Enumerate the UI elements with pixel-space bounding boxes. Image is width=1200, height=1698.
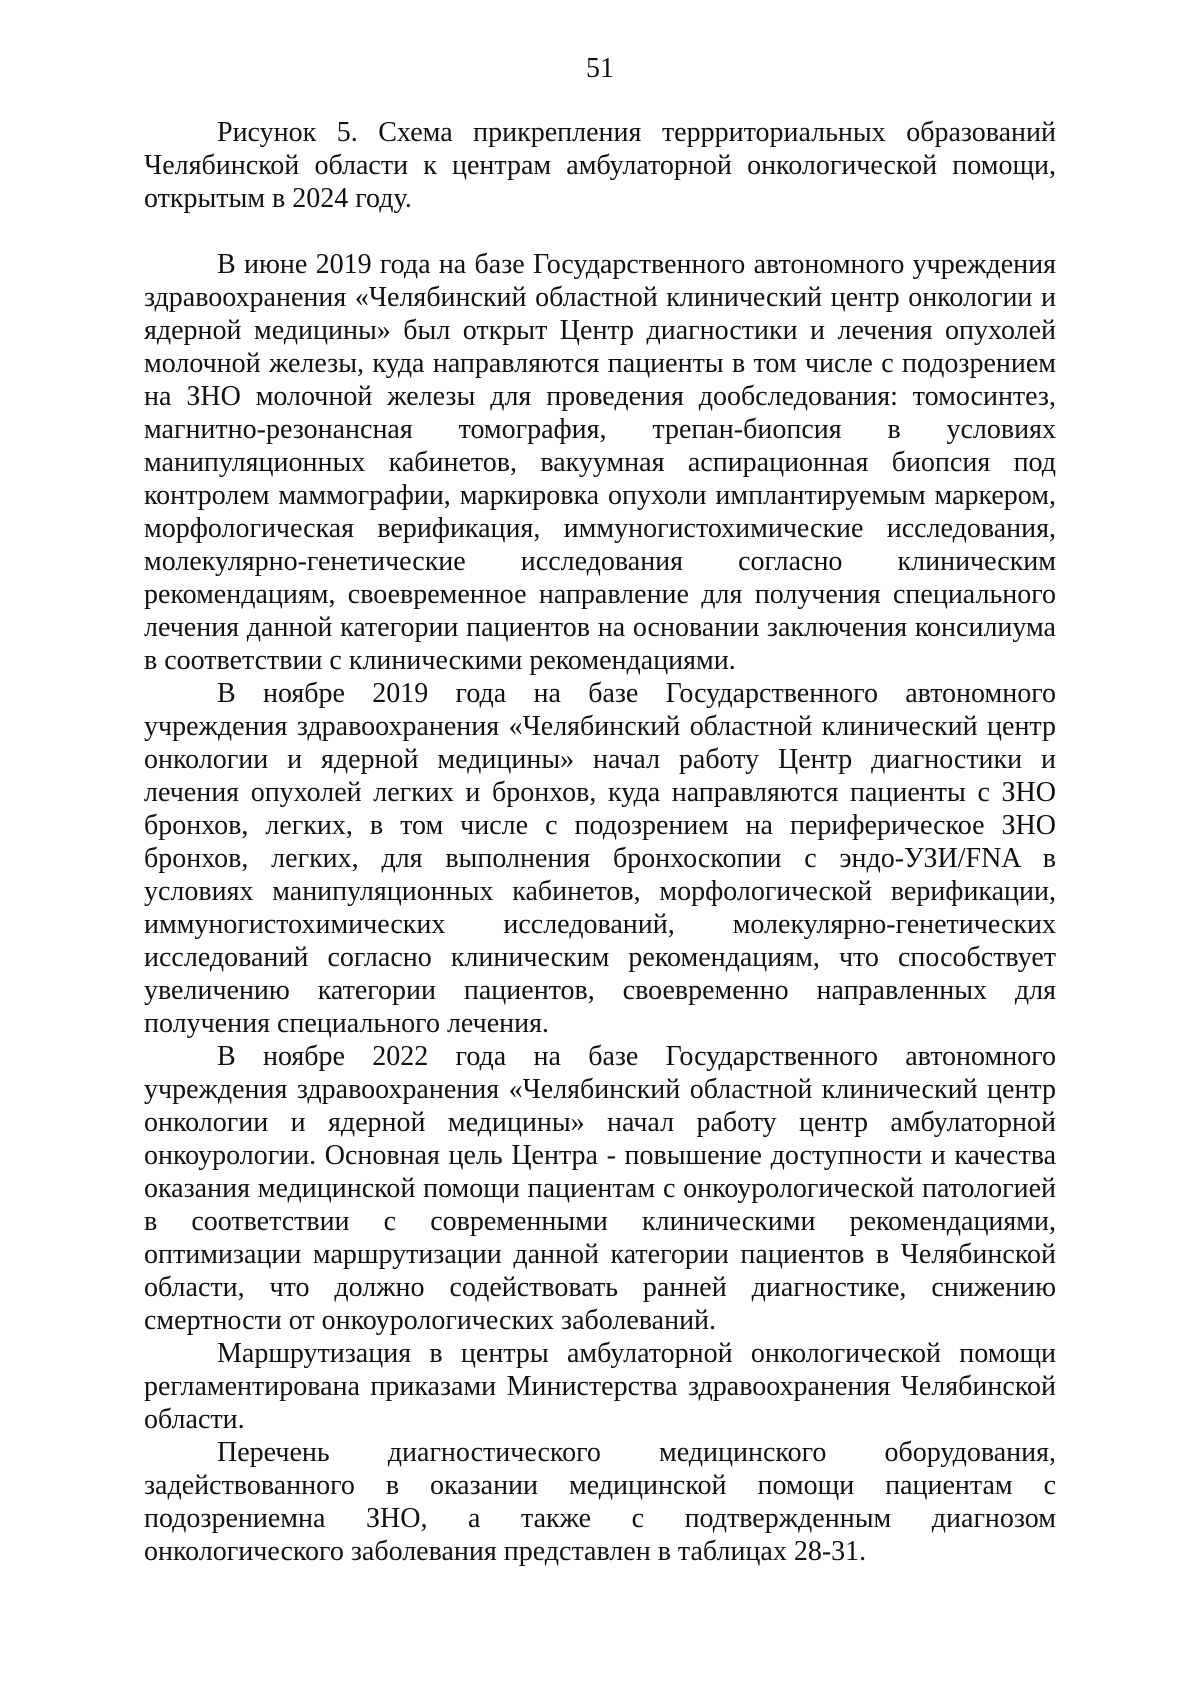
figure-caption: Рисунок 5. Схема прикрепления террриториальных образований Челябинской области к центрам амбулаторной онкологической помощи, открытым в 2024 году. <box>144 117 1056 214</box>
paragraph-routing: Маршрутизация в центры амбулаторной онкологической помощи регламентирована приказами Министерства здравоохранения Челябинской области. <box>144 1338 1056 1435</box>
paragraph-breast-center: В июне 2019 года на базе Государственного автономного учреждения здравоохранения «Челябинский областной клинический центр онкологии и ядерной медицины» был открыт Центр диагностики и лечения опухолей молочной железы, куда направляются пациенты в том числе с подозрением на ЗНО молочной железы для проведения дообследования: томосинтез, магнитно-резонансная томография, трепан-биопсия в условиях манипуляционных кабинетов, вакуумная аспирационная биопсия под контролем маммографии, маркировка опухоли имплантируемым маркером, морфологическая верификация, иммуногистохимические исследования, молекулярно-генетические исследования согласно клиническим рекомендациям, своевременное направление для получения специального лечения данной категории пациентов на основании заключения консилиума в соответствии с клиническими рекомендациями. <box>144 249 1056 676</box>
paragraph-equipment-list: Перечень диагностического медицинского оборудования, задействованного в оказании медицинской помощи пациентам с подозрениемна ЗНО, а также с подтвержденным диагнозом онкологического заболевания представлен в таблицах 28-31. <box>144 1437 1056 1567</box>
body-text <box>144 248 1056 1568</box>
page-number: 51 <box>586 53 614 84</box>
paragraph-oncourology-center: В ноябре 2022 года на базе Государственного автономного учреждения здравоохранения «Челябинский областной клинический центр онкологии и ядерной медицины» начал работу центр амбулаторной онкоурологии. Основная цель Центра - повышение доступности и качества оказания медицинской помощи пациентам с онкоурологической патологией в соответствии с современными клиническими рекомендациями, оптимизации маршрутизации данной категории пациентов в Челябинской области, что должно содействовать ранней диагностике, снижению смертности от онкоурологических заболеваний. <box>144 1041 1056 1336</box>
paragraph-lung-center: В ноябре 2019 года на базе Государственного автономного учреждения здравоохранения «Челябинский областной клинический центр онкологии и ядерной медицины» начал работу Центр диагностики и лечения опухолей легких и бронхов, куда направляются пациенты с ЗНО бронхов, легких, в том числе с подозрением на периферическое ЗНО бронхов, легких, для выполнения бронхоскопии с эндо-УЗИ/FNA в условиях манипуляционных кабинетов, морфологической верификации, иммуногистохимических исследований, молекулярно-генетических исследований согласно клиническим рекомендациям, что способствует увеличению категории пациентов, своевременно направленных для получения специального лечения. <box>144 678 1056 1039</box>
